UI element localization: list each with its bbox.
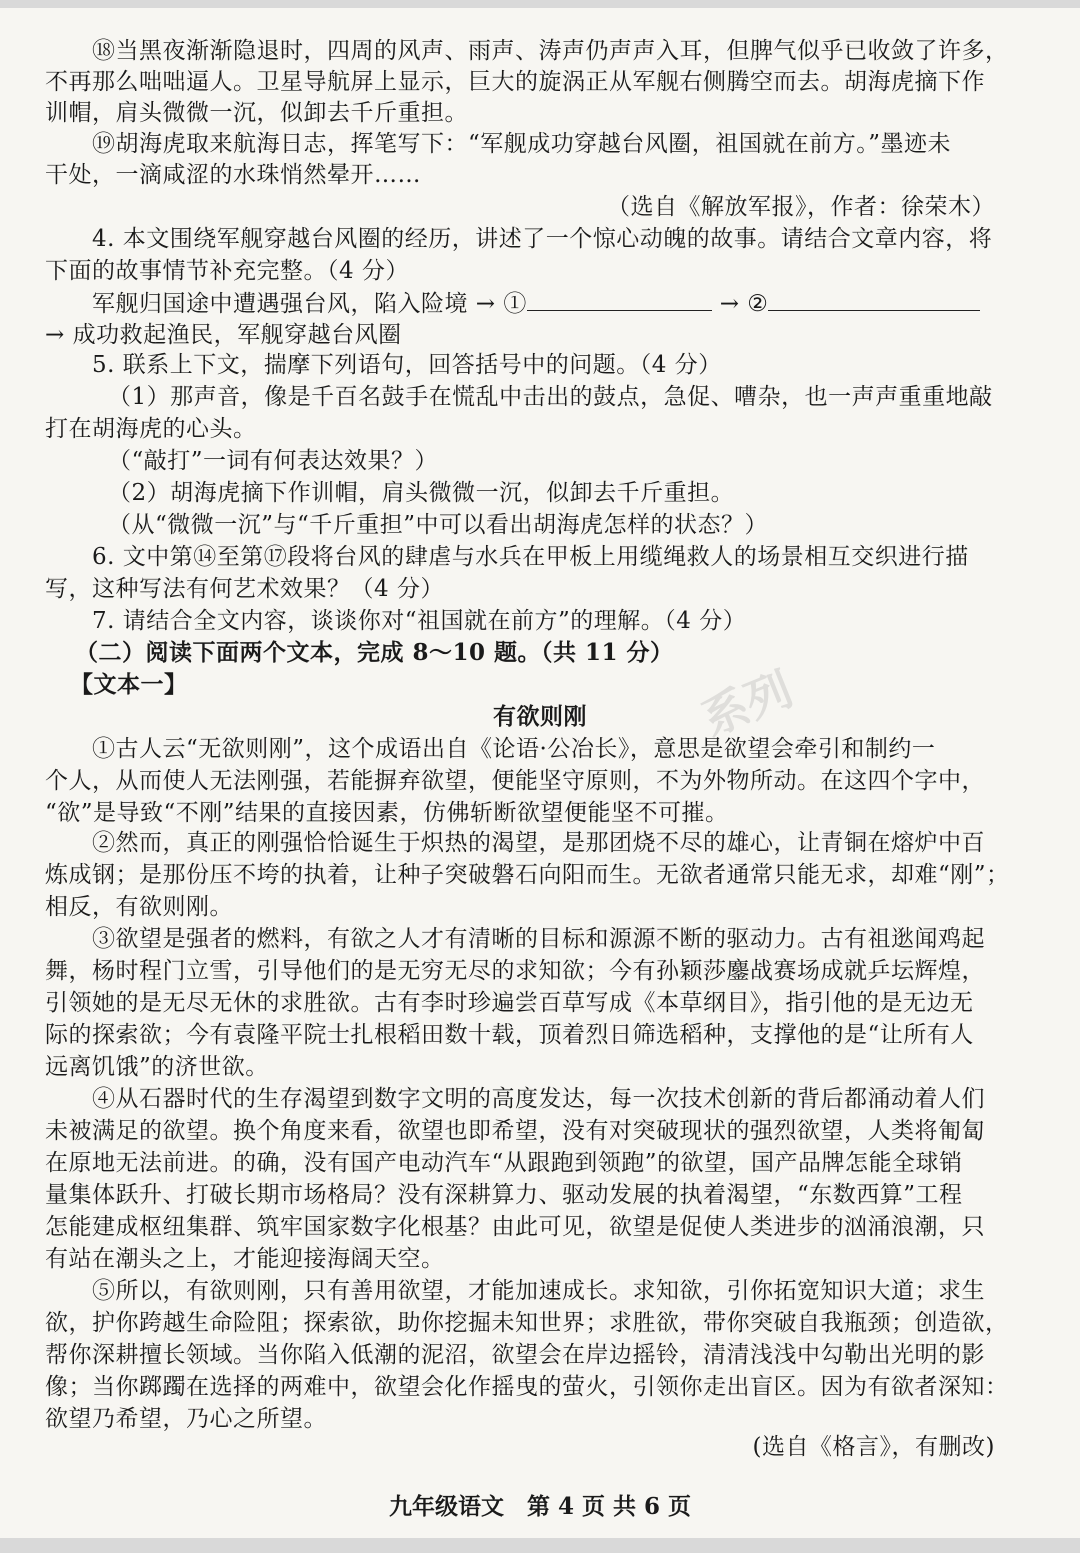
essay-p4-line6: 有站在潮头之上，才能迎接海阔天空。 [45, 1246, 445, 1272]
essay-p5-line5: 欲望乃希望，乃心之所望。 [45, 1406, 327, 1432]
essay-p4-line3: 在原地无法前进。的确，没有国产电动汽车“从跟跑到领跑”的欲望，国产品牌怎能全球销 [45, 1150, 963, 1176]
essay-p2-line3: 相反，有欲则刚。 [45, 894, 233, 920]
essay-p1-line2: 个人，从而使人无法刚强，若能摒弃欲望，便能坚守原则，不为外物所动。在这四个字中， [45, 768, 985, 794]
essay-p4-line1: ④从石器时代的生存渴望到数字文明的高度发达，每一次技术创新的背后都涌动着人们 [92, 1086, 985, 1112]
essay-p5-line2: 欲，护你跨越生命险阻；探索欲，助你挖掘未知世界；求胜欲，带你突破自我瓶颈；创造欲， [45, 1310, 1009, 1336]
essay-p3-line4: 际的探索欲；今有袁隆平院士扎根稻田数十载，顶着烈日筛选稻种，支撑他的是“让所有人 [45, 1022, 974, 1048]
answer-blank-2[interactable] [768, 288, 980, 311]
flow-start: 军舰归国途中遭遇强台风，陷入险境 → ① [92, 291, 527, 317]
text-one-label: 【文本一】 [70, 671, 188, 698]
essay-p5-line3: 帮你深耕擅长领域。当你陷入低潮的泥沼，欲望会在岸边摇铃，清清浅浅中勾勒出光明的影 [45, 1342, 985, 1368]
question-5-2: （2）胡海虎摘下作训帽，肩头微微一沉，似卸去千斤重担。 [108, 480, 735, 506]
essay-p5-line1: ⑤所以，有欲则刚，只有善用欲望，才能加速成长。求知欲，引你拓宽知识大道；求生 [92, 1278, 985, 1304]
essay-p4-line5: 怎能建成枢纽集群、筑牢国家数字化根基？由此可见，欲望是促使人类进步的汹涌浪潮，只 [45, 1214, 985, 1240]
story-source: （选自《解放军报》，作者：徐荣木） [607, 194, 995, 220]
question-4-line1: 4. 本文围绕军舰穿越台风圈的经历，讲述了一个惊心动魄的故事。请结合文章内容，将 [92, 226, 993, 252]
essay-source: (选自《格言》，有删改) [752, 1434, 995, 1460]
question-4-flow [92, 288, 1040, 319]
essay-p1-line3: “欲”是导致“不刚”结果的直接因素，仿佛斩断欲望便能坚不可摧。 [45, 800, 729, 826]
question-5-1-ask: （“敲打”一词有何表达效果？） [108, 448, 439, 474]
para-18-line2: 不再那么咄咄逼人。卫星导航屏上显示，巨大的旋涡正从军舰右侧腾空而去。胡海虎摘下作 [45, 69, 985, 95]
page-footer: 九年级语文 第 4 页 共 6 页 [388, 1493, 692, 1520]
answer-blank-1[interactable] [527, 288, 712, 311]
essay-p3-line1: ③欲望是强者的燃料，有欲之人才有清晰的目标和源源不断的驱动力。古有祖逖闻鸡起 [92, 926, 985, 952]
essay-title: 有欲则刚 [493, 703, 587, 730]
para-18-line3: 训帽，肩头微微一沉，似卸去千斤重担。 [45, 100, 468, 126]
question-4-flow-end: → 成功救起渔民，军舰穿越台风圈 [45, 322, 402, 348]
flow-mid: → ② [711, 291, 769, 317]
essay-p5-line4: 像；当你踯躅在选择的两难中，欲望会化作摇曳的萤火，引领你走出盲区。因为有欲者深知： [45, 1374, 1009, 1400]
essay-p4-line2: 未被满足的欲望。换个角度来看，欲望也即希望，没有对突破现状的强烈欲望，人类将匍匐 [45, 1118, 985, 1144]
essay-p2-line1: ②然而，真正的刚强恰恰诞生于炽热的渴望，是那团烧不尽的雄心，让青铜在熔炉中百 [92, 830, 985, 856]
para-18-line1: ⑱当黑夜渐渐隐退时，四周的风声、雨声、涛声仍声声入耳，但脾气似乎已收敛了许多， [92, 38, 1009, 64]
essay-p3-line5: 远离饥饿”的济世欲。 [45, 1054, 269, 1080]
question-5-1-line1: （1）那声音，像是千百名鼓手在慌乱中击出的鼓点，急促、嘈杂，也一声声重重地敲 [108, 384, 993, 410]
essay-p1-line1: ①古人云“无欲则刚”，这个成语出自《论语·公冶长》，意思是欲望会牵引和制约一 [92, 736, 936, 762]
question-6-line2: 写，这种写法有何艺术效果？（4 分） [45, 576, 444, 602]
watermark: 系列 [694, 661, 800, 747]
exam-page [0, 8, 1080, 1538]
para-19-line2: 干处，一滴咸涩的水珠悄然晕开…… [45, 162, 421, 188]
question-5-2-ask: （从“微微一沉”与“千斤重担”中可以看出胡海虎怎样的状态？） [108, 512, 769, 538]
section-2-heading: （二）阅读下面两个文本，完成 8～10 题。（共 11 分） [75, 639, 674, 666]
question-4-line2: 下面的故事情节补充完整。（4 分） [45, 258, 409, 284]
question-5-1-line2: 打在胡海虎的心头。 [45, 416, 257, 442]
essay-p3-line2: 舞，杨时程门立雪，引导他们的是无穷无尽的求知欲；今有孙颖莎鏖战赛场成就乒坛辉煌， [45, 958, 985, 984]
essay-p3-line3: 引领她的是无尽无休的求胜欲。古有李时珍遍尝百草写成《本草纲目》，指引他的是无边无 [45, 990, 974, 1016]
question-6-line1: 6. 文中第⑭至第⑰段将台风的肆虐与水兵在甲板上用缆绳救人的场景相互交织进行描 [92, 544, 969, 570]
para-19-line1: ⑲胡海虎取来航海日志，挥笔写下：“军舰成功穿越台风圈，祖国就在前方。”墨迹未 [92, 131, 952, 157]
essay-p2-line2: 炼成钢；是那份压不垮的执着，让种子突破磐石向阳而生。无欲者通常只能无求，却难“刚”； [45, 862, 1010, 888]
question-7: 7. 请结合全文内容，谈谈你对“祖国就在前方”的理解。（4 分） [92, 608, 747, 634]
essay-p4-line4: 量集体跃升、打破长期市场格局？没有深耕算力、驱动发展的执着渴望，“东数西算”工程 [45, 1182, 963, 1208]
question-5: 5. 联系上下文，揣摩下列语句，回答括号中的问题。（4 分） [92, 352, 722, 378]
